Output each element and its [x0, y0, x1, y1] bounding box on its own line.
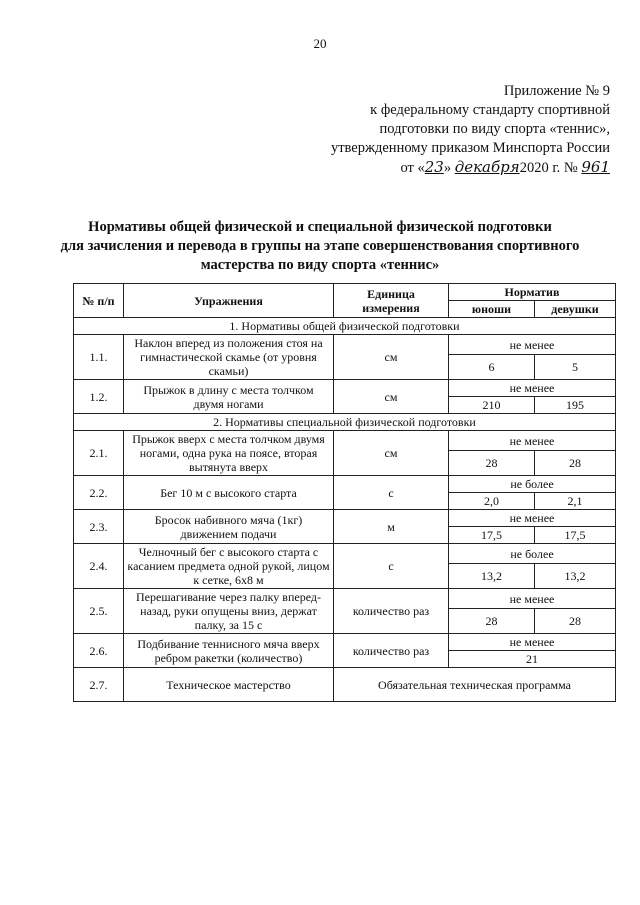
row-exercise: Прыжок вверх с места толчком двумя ногами, одна рука на поясе, вторая вытянута вверх	[124, 431, 334, 476]
row-boys: 13,2	[449, 564, 535, 589]
row-exercise: Наклон вперед из положения стоя на гимнастической скамье (от уровня скамьи)	[124, 335, 334, 380]
title-line3: мастерства по виду спорта «теннис»	[200, 257, 440, 273]
table-row	[74, 589, 616, 609]
table-row	[74, 335, 616, 355]
norms-table	[73, 283, 616, 702]
row-condition: не менее	[449, 335, 616, 355]
row-condition: не более	[449, 544, 616, 564]
appendix-line4: утвержденному приказом Минспорта России	[330, 140, 610, 156]
row-unit: с	[334, 476, 449, 510]
row-num: 1.2.	[74, 380, 124, 414]
header-exercise: Упражнения	[124, 284, 334, 318]
row-boys: 2,0	[449, 493, 535, 510]
row-num: 1.1.	[74, 335, 124, 380]
table-row	[74, 634, 616, 651]
table-row	[74, 380, 616, 397]
row-num: 2.1.	[74, 431, 124, 476]
date-year: 2020 г. №	[519, 160, 582, 176]
document-title	[40, 218, 600, 275]
header-girls: девушки	[535, 301, 616, 318]
row-condition: не более	[449, 476, 616, 493]
row-girls: 5	[535, 355, 616, 380]
row-condition: не менее	[449, 380, 616, 397]
row-unit: см	[334, 431, 449, 476]
row-num: 2.3.	[74, 510, 124, 544]
row-girls: 195	[535, 397, 616, 414]
row-condition: не менее	[449, 431, 616, 451]
row-girls: 13,2	[535, 564, 616, 589]
row-exercise: Прыжок в длину с места толчком двумя ногами	[124, 380, 334, 414]
row-boys: 210	[449, 397, 535, 414]
section-row	[74, 318, 616, 335]
date-day: 23	[424, 158, 444, 176]
appendix-line1: Приложение № 9	[503, 83, 610, 99]
row-unit: количество раз	[334, 589, 449, 634]
table-row	[74, 510, 616, 527]
header-row	[74, 284, 616, 301]
table-row	[74, 431, 616, 451]
section-row	[74, 414, 616, 431]
row-unit: м	[334, 510, 449, 544]
section2-title: 2. Нормативы специальной физической подготовки	[74, 414, 616, 431]
appendix-line2: к федеральному стандарту спортивной	[370, 102, 610, 118]
row-num: 2.4.	[74, 544, 124, 589]
row-boys: 28	[449, 609, 535, 634]
appendix-line3: подготовки по виду спорта «теннис»,	[379, 121, 610, 137]
date-month: декабря	[454, 158, 520, 176]
page-number: 20	[313, 36, 327, 51]
row-unit: см	[334, 335, 449, 380]
appendix-header	[331, 82, 610, 178]
row-exercise: Подбивание теннисного мяча вверх ребром ракетки (количество)	[124, 634, 334, 668]
row-condition: не менее	[449, 634, 616, 651]
row-girls: 2,1	[535, 493, 616, 510]
appendix-date-line	[331, 158, 610, 178]
row-condition: не менее	[449, 510, 616, 527]
date-prefix: от «	[400, 160, 425, 176]
row-unit: количество раз	[334, 634, 449, 668]
row-unit: см	[334, 380, 449, 414]
row-exercise: Бросок набивного мяча (1кг) движением подачи	[124, 510, 334, 544]
row-num: 2.6.	[74, 634, 124, 668]
row-exercise: Челночный бег с высокого старта с касанием предмета одной рукой, лицом к сетке, 6х8 м	[124, 544, 334, 589]
row-boys: 6	[449, 355, 535, 380]
row-num: 2.2.	[74, 476, 124, 510]
row-exercise: Бег 10 м с высокого старта	[124, 476, 334, 510]
title-line1: Нормативы общей физической и специальной физической подготовки	[88, 219, 552, 235]
header-unit: Единица измерения	[334, 284, 449, 318]
row-both: 21	[449, 651, 616, 668]
row-boys: 17,5	[449, 527, 535, 544]
row-exercise: Техническое мастерство	[124, 668, 334, 702]
header-num: № п/п	[74, 284, 124, 318]
row-girls: 28	[535, 609, 616, 634]
title-line2: для зачисления и перевода в группы на этапе совершенствования спортивного	[60, 238, 580, 254]
header-boys: юноши	[449, 301, 535, 318]
row-girls: 28	[535, 451, 616, 476]
row-num: 2.7.	[74, 668, 124, 702]
header-norm: Норматив	[449, 284, 616, 301]
table-row	[74, 668, 616, 702]
row-condition: не менее	[449, 589, 616, 609]
row-boys: 28	[449, 451, 535, 476]
row-exercise: Перешагивание через палку вперед-назад, руки опущены вниз, держат палку, за 15 с	[124, 589, 334, 634]
order-number: 961	[581, 158, 610, 176]
row-num: 2.5.	[74, 589, 124, 634]
row-merged: Обязательная техническая программа	[334, 668, 616, 702]
table-row	[74, 476, 616, 493]
row-unit: с	[334, 544, 449, 589]
table-row	[74, 544, 616, 564]
section1-title: 1. Нормативы общей физической подготовки	[74, 318, 616, 335]
date-mid: »	[443, 160, 455, 176]
row-girls: 17,5	[535, 527, 616, 544]
